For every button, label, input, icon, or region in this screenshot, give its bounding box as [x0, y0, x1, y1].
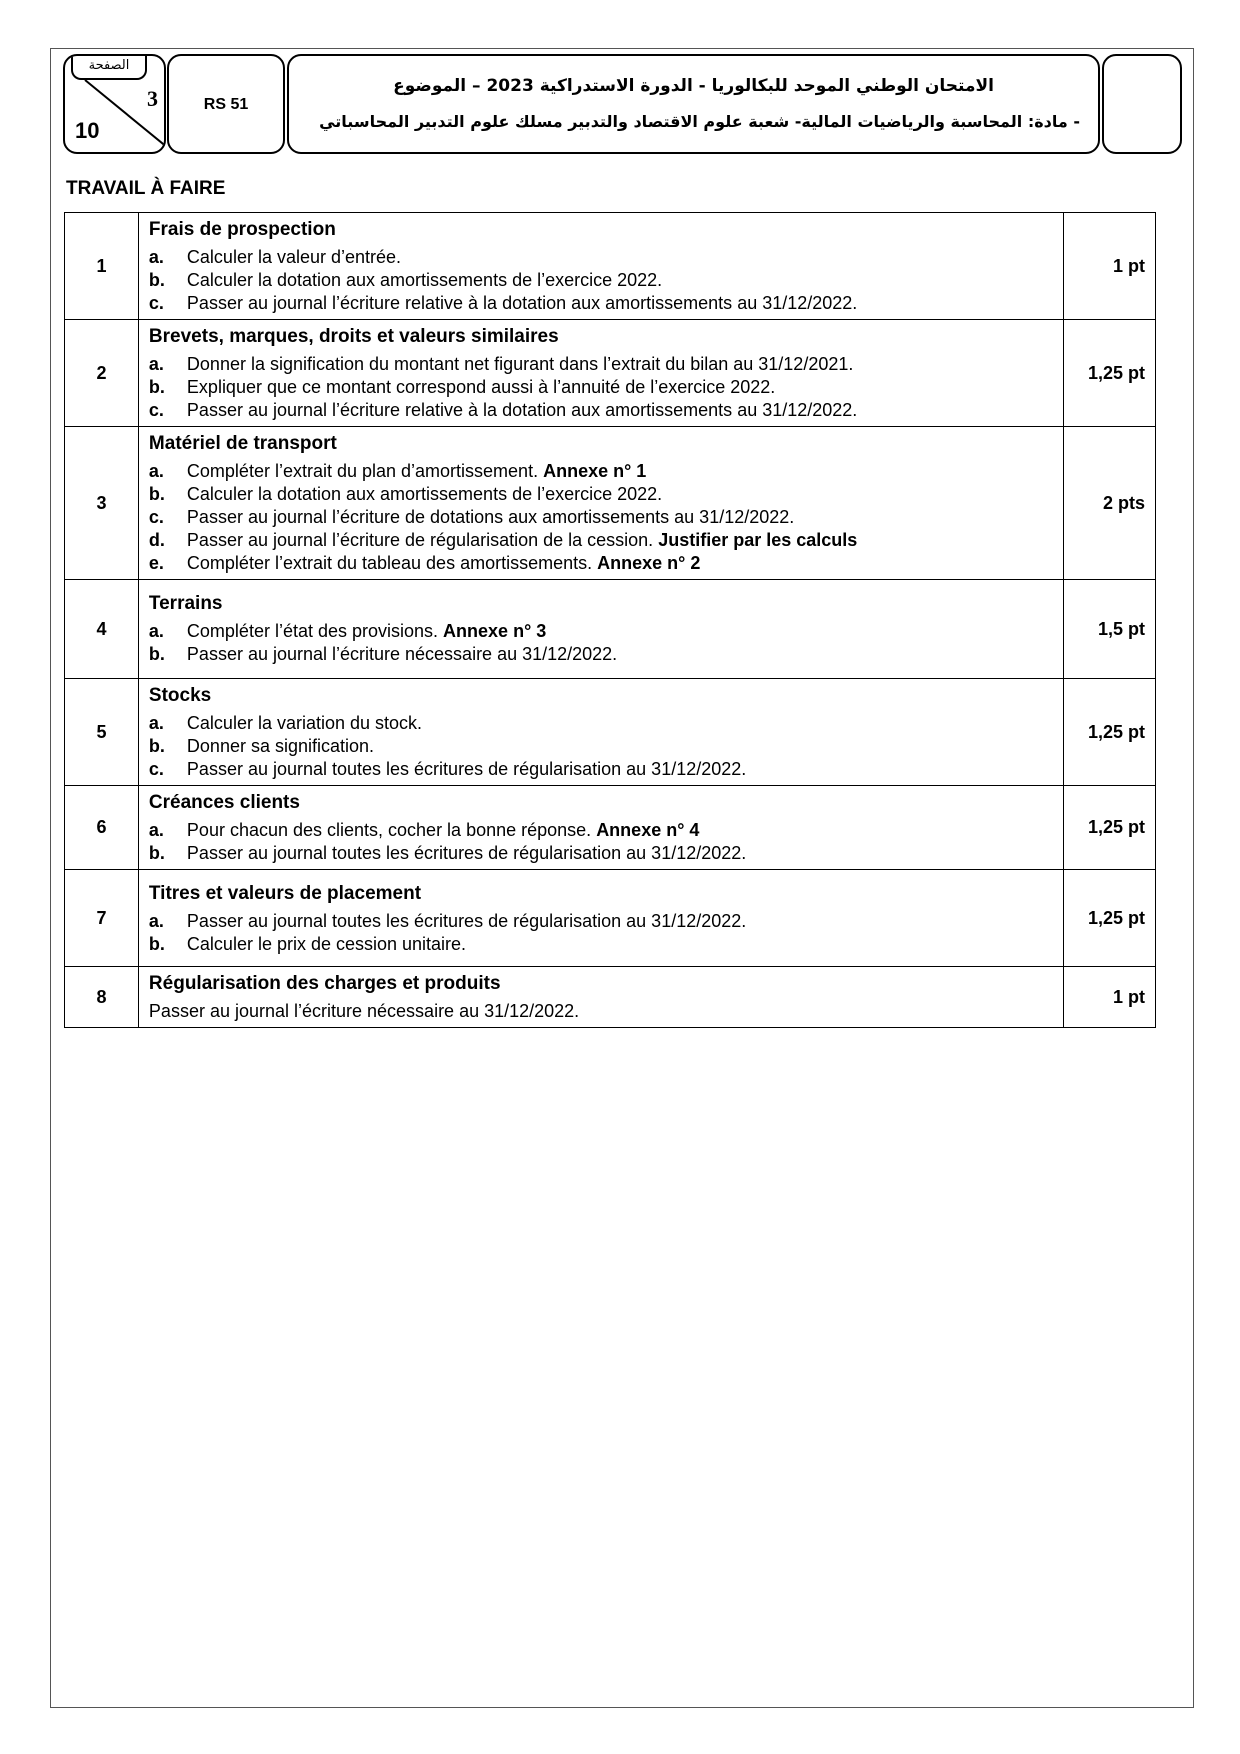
item-letter: a.	[148, 247, 164, 267]
task-title: Frais de prospection	[148, 219, 336, 240]
exam-subject: - مادة: المحاسبة والرياضيات المالية- شعبة علوم الاقتصاد والتدبير مسلك علوم التدبير المحاسباتي	[319, 112, 1080, 131]
task-points: 1 pt	[1064, 967, 1156, 1028]
task-number: 6	[65, 786, 139, 870]
task-content	[138, 580, 1063, 679]
emphasis-text: Justifier par les calculs	[658, 530, 858, 550]
item-text: Donner la signification du montant net figurant dans l’extrait du bilan au 31/12/2021.	[186, 354, 854, 374]
exam-title: الامتحان الوطني الموحد للبكالوريا - الدورة الاستدراكية 2023 – الموضوع	[393, 76, 994, 96]
item-text: Compléter l’extrait du plan d’amortissement.	[186, 461, 544, 481]
task-item	[149, 506, 1053, 529]
task-title: Créances clients	[148, 792, 300, 813]
task-item	[149, 758, 1053, 781]
item-letter: b.	[148, 843, 165, 863]
task-points: 1,5 pt	[1064, 580, 1156, 679]
annex-reference: Annexe n° 2	[597, 553, 701, 573]
item-text: Passer au journal l’écriture nécessaire au 31/12/2022.	[186, 644, 618, 664]
item-letter: a.	[148, 713, 164, 733]
item-letter: a.	[148, 461, 164, 481]
task-item	[149, 353, 1053, 376]
item-text: Calculer la variation du stock.	[186, 713, 423, 733]
item-letter: c.	[148, 759, 164, 779]
task-title: Matériel de transport	[148, 433, 337, 454]
table-row	[65, 967, 1156, 1028]
item-letter: c.	[148, 507, 164, 527]
item-text: Calculer le prix de cession unitaire.	[186, 934, 467, 954]
task-item	[149, 399, 1053, 422]
task-number: 5	[65, 679, 139, 786]
exam-code: RS 51	[203, 96, 249, 113]
task-title: Brevets, marques, droits et valeurs similaires	[148, 326, 559, 347]
table-row	[65, 320, 1156, 427]
section-title: TRAVAIL À FAIRE	[66, 178, 226, 199]
task-item	[149, 460, 1053, 483]
item-letter: a.	[148, 354, 164, 374]
item-text: Calculer la dotation aux amortissements de l’exercice 2022.	[186, 484, 663, 504]
item-text: Passer au journal l’écriture relative à la dotation aux amortissements au 31/12/2022.	[186, 400, 858, 420]
task-number: 8	[65, 967, 139, 1028]
task-item	[149, 552, 1053, 575]
task-item	[149, 712, 1053, 735]
exam-code-box	[167, 54, 285, 154]
task-item	[149, 269, 1053, 292]
item-letter: c.	[148, 293, 164, 313]
item-letter: a.	[148, 820, 164, 840]
task-number: 4	[65, 580, 139, 679]
page-number-box	[63, 54, 166, 154]
item-letter: b.	[148, 644, 165, 664]
task-item	[149, 842, 1053, 865]
task-content	[138, 870, 1063, 967]
page-total: 10	[75, 118, 100, 143]
task-item	[149, 529, 1053, 552]
item-text: Donner sa signification.	[186, 736, 375, 756]
item-text: Passer au journal l’écriture de dotations aux amortissements au 31/12/2022.	[186, 507, 795, 527]
item-letter: c.	[148, 400, 164, 420]
task-instruction: Passer au journal l’écriture nécessaire au 31/12/2022.	[148, 1001, 580, 1021]
task-item	[149, 483, 1053, 506]
task-points: 1,25 pt	[1064, 786, 1156, 870]
item-text: Passer au journal toutes les écritures de régularisation au 31/12/2022.	[186, 759, 747, 779]
task-content	[138, 679, 1063, 786]
item-text: Compléter l’extrait du tableau des amortissements.	[186, 553, 598, 573]
item-text: Passer au journal toutes les écritures de régularisation au 31/12/2022.	[186, 843, 747, 863]
item-text: Passer au journal l’écriture relative à la dotation aux amortissements au 31/12/2022.	[186, 293, 858, 313]
task-item	[149, 643, 1053, 666]
item-text: Passer au journal toutes les écritures de régularisation au 31/12/2022.	[186, 911, 747, 931]
task-number: 2	[65, 320, 139, 427]
task-number: 1	[65, 213, 139, 320]
item-letter: d.	[148, 530, 165, 550]
task-points: 2 pts	[1064, 427, 1156, 580]
task-content	[138, 320, 1063, 427]
task-points: 1 pt	[1064, 213, 1156, 320]
item-letter: a.	[148, 911, 164, 931]
item-text: Expliquer que ce montant correspond aussi à l’annuité de l’exercice 2022.	[186, 377, 776, 397]
item-letter: b.	[148, 736, 165, 756]
annex-reference: Annexe n° 1	[543, 461, 647, 481]
item-text: Passer au journal l’écriture de régularisation de la cession.	[186, 530, 659, 550]
task-title: Terrains	[148, 593, 223, 614]
item-letter: a.	[148, 621, 164, 641]
task-number: 7	[65, 870, 139, 967]
table-row	[65, 870, 1156, 967]
table-row	[65, 580, 1156, 679]
task-content	[138, 427, 1063, 580]
task-content	[138, 967, 1063, 1028]
task-title: Titres et valeurs de placement	[148, 883, 422, 904]
task-table	[64, 212, 1156, 1028]
item-letter: b.	[148, 377, 165, 397]
task-points: 1,25 pt	[1064, 679, 1156, 786]
item-text: Compléter l’état des provisions.	[186, 621, 444, 641]
task-item	[149, 246, 1053, 269]
task-content	[138, 213, 1063, 320]
item-text: Calculer la dotation aux amortissements de l’exercice 2022.	[186, 270, 663, 290]
item-letter: b.	[148, 484, 165, 504]
table-row	[65, 786, 1156, 870]
task-item	[149, 620, 1053, 643]
header-corner-box	[1102, 54, 1182, 154]
exam-title-box	[287, 54, 1100, 154]
page-label: الصفحة	[71, 56, 147, 80]
item-letter: b.	[148, 934, 165, 954]
task-number: 3	[65, 427, 139, 580]
task-item	[149, 910, 1053, 933]
item-letter: e.	[148, 553, 164, 573]
task-content	[138, 786, 1063, 870]
task-item	[149, 819, 1053, 842]
item-text: Calculer la valeur d’entrée.	[186, 247, 402, 267]
task-points: 1,25 pt	[1064, 870, 1156, 967]
table-row	[65, 213, 1156, 320]
task-item	[149, 376, 1053, 399]
task-item	[149, 735, 1053, 758]
task-item	[149, 933, 1053, 956]
item-letter: b.	[148, 270, 165, 290]
item-text: Pour chacun des clients, cocher la bonne réponse.	[186, 820, 597, 840]
task-title: Stocks	[148, 685, 212, 706]
task-item	[149, 292, 1053, 315]
annex-reference: Annexe n° 3	[443, 621, 547, 641]
table-row	[65, 427, 1156, 580]
table-row	[65, 679, 1156, 786]
annex-reference: Annexe n° 4	[596, 820, 700, 840]
page-current: 3	[147, 86, 158, 111]
task-points: 1,25 pt	[1064, 320, 1156, 427]
task-title: Régularisation des charges et produits	[148, 973, 501, 994]
